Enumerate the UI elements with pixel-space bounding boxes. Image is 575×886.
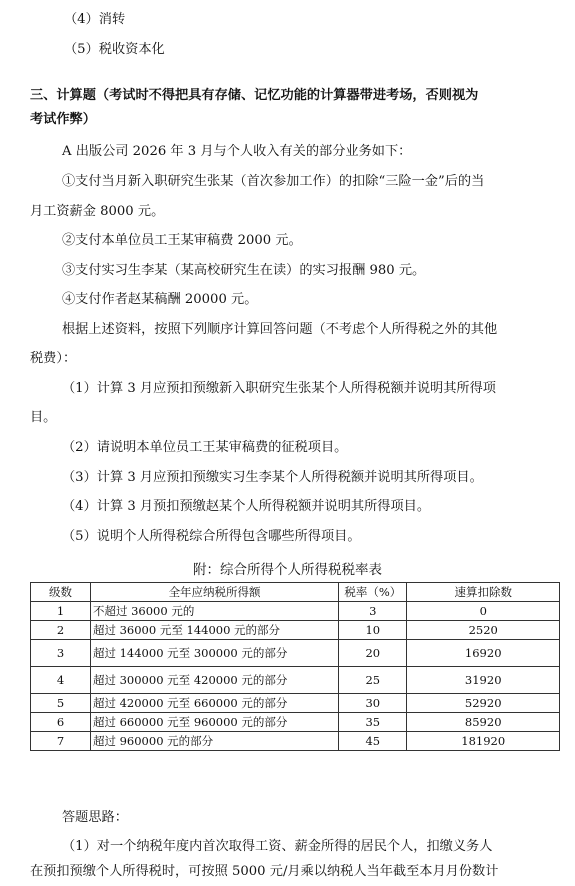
pre-item-4: （4）消转	[64, 12, 126, 27]
tax-rate-table	[30, 582, 560, 751]
cell-rate: 25	[339, 667, 407, 694]
cell-level: 4	[31, 667, 91, 694]
question-5: （5）说明个人所得税综合所得包含哪些所得项目。	[62, 529, 361, 544]
pre-item-5: （5）税收资本化	[64, 42, 165, 57]
cell-rate: 30	[339, 694, 407, 713]
cell-income: 不超过 36000 元的	[90, 602, 338, 621]
cell-level: 7	[31, 732, 91, 751]
table-row	[31, 640, 560, 667]
table-row	[31, 694, 560, 713]
business-item-1-cont: 月工资薪金 8000 元。	[30, 204, 165, 219]
cell-level: 1	[31, 602, 91, 621]
table-row	[31, 732, 560, 751]
cell-income: 超过 36000 元至 144000 元的部分	[90, 621, 338, 640]
question-4: （4）计算 3 月预扣预缴赵某个人所得税额并说明其所得项目。	[62, 499, 431, 514]
cell-income: 超过 144000 元至 300000 元的部分	[90, 640, 338, 667]
cell-level: 6	[31, 713, 91, 732]
header-level: 级数	[31, 583, 91, 602]
answer-line-1: （1）对一个纳税年度内首次取得工资、薪金所得的居民个人，扣缴义务人	[62, 839, 493, 854]
cell-deduction: 16920	[407, 640, 560, 667]
header-deduction: 速算扣除数	[407, 583, 560, 602]
table-row	[31, 667, 560, 694]
cell-level: 5	[31, 694, 91, 713]
cell-deduction: 85920	[407, 713, 560, 732]
cell-rate: 45	[339, 732, 407, 751]
table-header-row	[31, 583, 560, 602]
section-title-cont: 考试作弊）	[30, 112, 96, 127]
cell-income: 超过 960000 元的部分	[90, 732, 338, 751]
table-caption: 附：综合所得个人所得税税率表	[193, 562, 382, 578]
cell-level: 2	[31, 621, 91, 640]
instruction-text: 根据上述资料，按照下列顺序计算回答问题（不考虑个人所得税之外的其他	[62, 322, 498, 337]
intro-text: A 出版公司 2026 年 3 月与个人收入有关的部分业务如下：	[62, 144, 412, 159]
table-row	[31, 621, 560, 640]
cell-rate: 20	[339, 640, 407, 667]
question-3: （3）计算 3 月应预扣预缴实习生李某个人所得税额并说明其所得项目。	[62, 470, 483, 485]
question-2: （2）请说明本单位员工王某审稿费的征税项目。	[62, 440, 348, 455]
cell-level: 3	[31, 640, 91, 667]
cell-rate: 3	[339, 602, 407, 621]
cell-income: 超过 300000 元至 420000 元的部分	[90, 667, 338, 694]
cell-rate: 10	[339, 621, 407, 640]
table-row	[31, 602, 560, 621]
cell-deduction: 181920	[407, 732, 560, 751]
header-income: 全年应纳税所得额	[90, 583, 338, 602]
answer-heading: 答题思路：	[62, 810, 128, 825]
business-item-2: ②支付本单位员工王某审稿费 2000 元。	[62, 233, 302, 248]
cell-deduction: 31920	[407, 667, 560, 694]
cell-rate: 35	[339, 713, 407, 732]
question-1-cont: 目。	[30, 410, 57, 425]
answer-line-2: 在预扣预缴个人所得税时，可按照 5000 元/月乘以纳税人当年截至本月月份数计	[30, 864, 499, 879]
question-1: （1）计算 3 月应预扣预缴新入职研究生张某个人所得税额并说明其所得项	[62, 381, 496, 396]
section-title: 三、计算题（考试时不得把具有存储、记忆功能的计算器带进考场，否则视为	[30, 88, 479, 103]
business-item-4: ④支付作者赵某稿酬 20000 元。	[62, 292, 258, 307]
cell-deduction: 0	[407, 602, 560, 621]
business-item-1: ①支付当月新入职研究生张某（首次参加工作）的扣除“三险一金”后的当	[62, 174, 485, 189]
cell-income: 超过 660000 元至 960000 元的部分	[90, 713, 338, 732]
business-item-3: ③支付实习生李某（某高校研究生在读）的实习报酬 980 元。	[62, 263, 426, 278]
cell-deduction: 2520	[407, 621, 560, 640]
cell-income: 超过 420000 元至 660000 元的部分	[90, 694, 338, 713]
header-rate: 税率（%）	[339, 583, 407, 602]
instruction-text-cont: 税费）：	[30, 351, 77, 366]
cell-deduction: 52920	[407, 694, 560, 713]
table-row	[31, 713, 560, 732]
